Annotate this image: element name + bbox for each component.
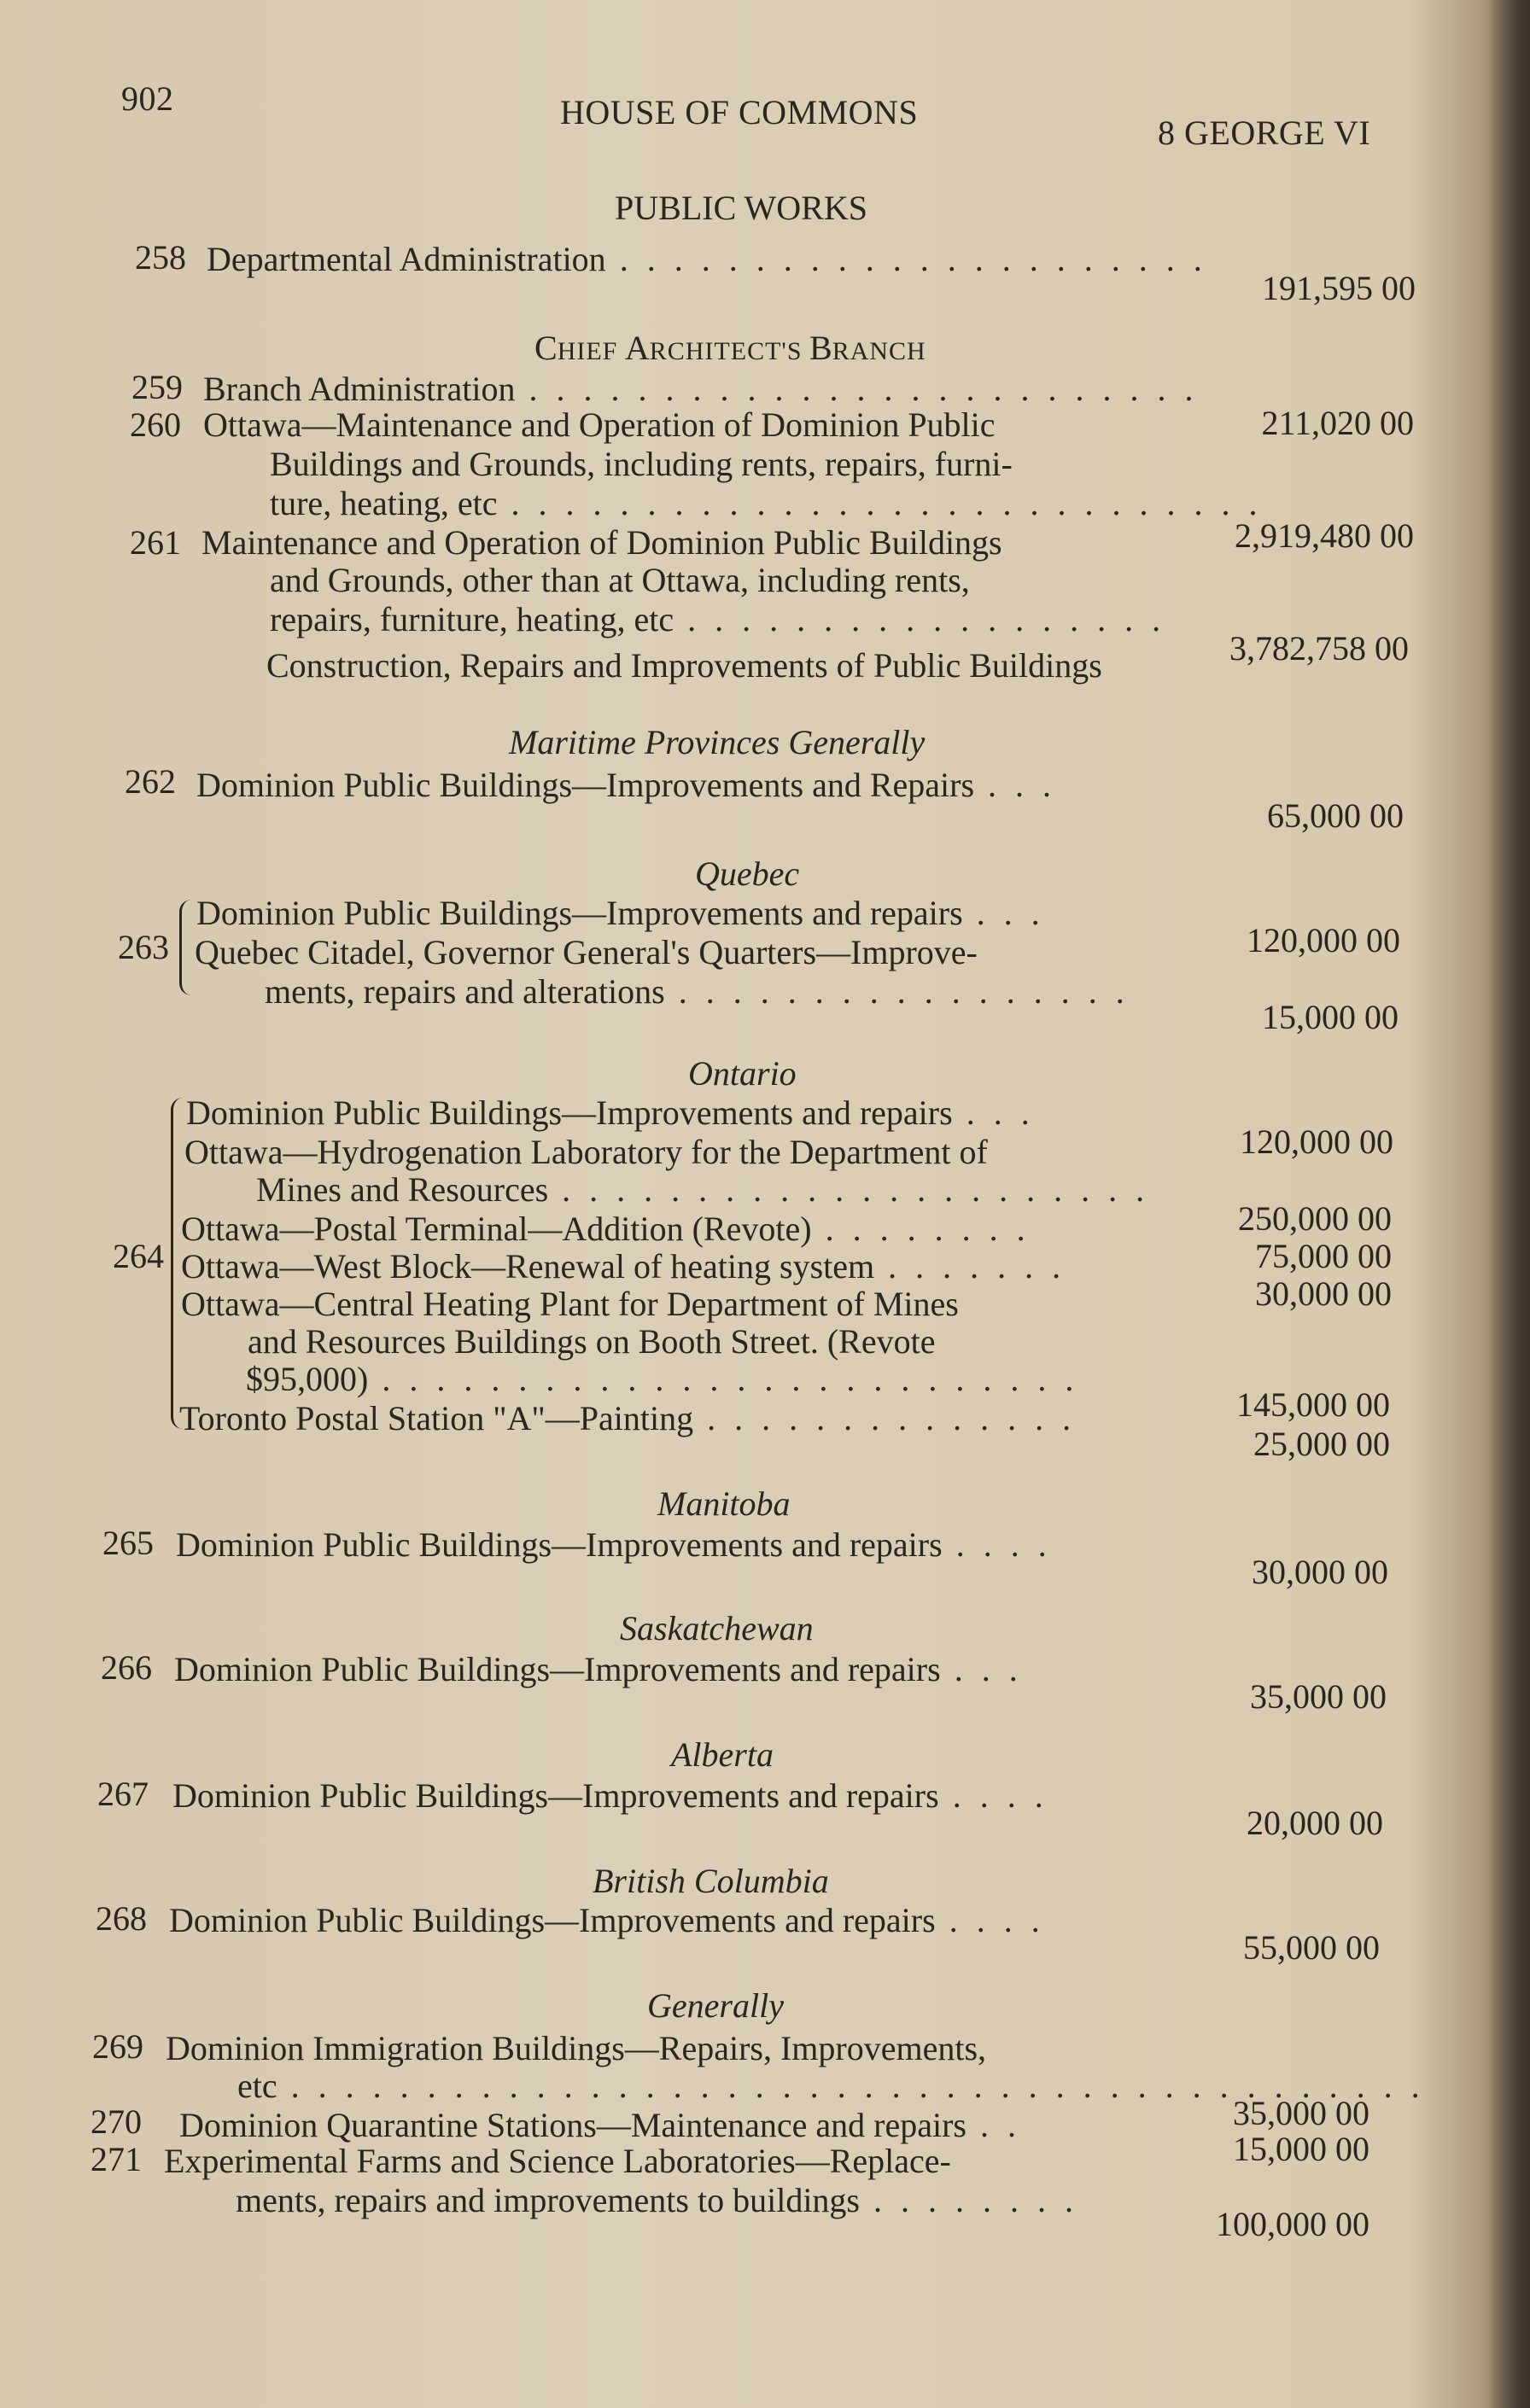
item-amount: 3,782,758 00	[1229, 629, 1409, 668]
item-amount: 15,000 00	[1233, 2130, 1369, 2168]
item-description: Dominion Public Buildings—Improvements and repairs . . . .	[172, 1776, 1048, 1815]
item-description-line: etc . . . . . . . . . . . . . . . . . . . . . . . . . . . . . . . . . . . . . . . . . .	[237, 2067, 1425, 2105]
construction-heading: Construction, Repairs and Improvements of Public Buildings	[266, 646, 1102, 685]
item-description-line: ments, repairs and alterations . . . . . . . . . . . . . . . . .	[265, 972, 1130, 1011]
section-title: PUBLIC WORKS	[615, 189, 867, 227]
region-heading: Alberta	[671, 1735, 774, 1774]
item-amount: 30,000 00	[1255, 1274, 1392, 1313]
item-description-line: Ottawa—Hydrogenation Laboratory for the Department of	[184, 1133, 988, 1171]
item-description-line: ments, repairs and improvements to buildings . . . . . . . .	[236, 2181, 1078, 2219]
item-description-line: ture, heating, etc . . . . . . . . . . . . . . . . . . . . . . . . . . . .	[270, 484, 1263, 522]
item-description-line: repairs, furniture, heating, etc . . . . . . . . . . . . . . . . . .	[270, 600, 1166, 638]
item-number: 268	[96, 1899, 147, 1938]
item-number: 269	[92, 2027, 143, 2066]
item-amount: 120,000 00	[1240, 1122, 1393, 1161]
region-heading: Maritime Provinces Generally	[509, 723, 926, 761]
item-amount: 25,000 00	[1253, 1425, 1390, 1463]
item-description-line: and Resources Buildings on Booth Street. (Revote	[248, 1322, 936, 1361]
branch-heading: CHIEF ARCHITECT'S BRANCH	[534, 329, 926, 367]
item-number: 263	[118, 928, 169, 966]
item-number: 266	[101, 1648, 152, 1687]
item-number: 267	[97, 1775, 149, 1813]
item-description-line: Buildings and Grounds, including rents, repairs, furni-	[270, 445, 1013, 483]
item-description-line: Mines and Resources . . . . . . . . . . . . . . . . . . . . . .	[256, 1170, 1150, 1209]
item-amount: 55,000 00	[1243, 1928, 1380, 1967]
item-amount: 120,000 00	[1247, 921, 1400, 959]
item-number: 271	[91, 2140, 142, 2178]
item-description: Branch Administration . . . . . . . . . . . . . . . . . . . . . . . . .	[203, 370, 1199, 408]
region-heading: Saskatchewan	[620, 1609, 814, 1647]
page-edge-shadow	[1489, 0, 1530, 2408]
item-amount: 191,595 00	[1262, 269, 1416, 307]
running-title: HOUSE OF COMMONS	[560, 93, 919, 131]
item-amount: 30,000 00	[1252, 1553, 1388, 1591]
item-description: Dominion Public Buildings—Improvements and repairs . . . .	[176, 1525, 1052, 1564]
item-number: 261	[130, 523, 181, 562]
item-amount: 15,000 00	[1262, 998, 1399, 1036]
item-description: Dominion Public Buildings—Improvements and repairs . . . .	[169, 1901, 1045, 1939]
item-number: 270	[91, 2102, 142, 2141]
region-heading: British Columbia	[593, 1862, 829, 1900]
item-number: 260	[130, 405, 181, 444]
item-description-line: and Grounds, other than at Ottawa, including rents,	[270, 561, 970, 599]
item-description-line: Maintenance and Operation of Dominion Public Buildings	[201, 523, 1002, 562]
reign-label: 8 GEORGE VI	[1158, 114, 1371, 152]
item-amount: 2,919,480 00	[1235, 516, 1414, 555]
item-number: 265	[102, 1524, 154, 1562]
item-amount: 75,000 00	[1255, 1237, 1392, 1275]
item-description-line: Dominion Public Buildings—Improvements and repairs . . .	[196, 894, 1045, 932]
item-description: Dominion Public Buildings—Improvements and Repairs . . .	[196, 766, 1057, 804]
region-heading: Manitoba	[657, 1484, 791, 1523]
item-amount: 20,000 00	[1247, 1804, 1383, 1842]
item-description-line: Experimental Farms and Science Laboratories—Replace-	[164, 2142, 951, 2180]
item-description: Dominion Public Buildings—Improvements and repairs . . .	[174, 1650, 1023, 1688]
region-heading: Ontario	[688, 1054, 797, 1093]
item-number: 259	[131, 368, 183, 406]
region-heading: Generally	[647, 1986, 784, 2025]
item-description-line: Quebec Citadel, Governor General's Quarters—Improve-	[195, 933, 978, 971]
item-amount: 100,000 00	[1216, 2205, 1369, 2243]
item-description-line: Dominion Immigration Buildings—Repairs, Improvements,	[166, 2029, 987, 2067]
item-description-line: Toronto Postal Station "A"—Painting . . . . . . . . . . . . . .	[179, 1399, 1077, 1437]
item-amount: 145,000 00	[1236, 1385, 1390, 1424]
item-amount: 65,000 00	[1267, 796, 1404, 835]
region-heading: Quebec	[695, 854, 800, 893]
item-number: 262	[125, 762, 176, 801]
item-description: Dominion Quarantine Stations—Maintenance and repairs . .	[179, 2106, 1021, 2144]
item-number: 258	[135, 238, 186, 277]
item-description-line: Ottawa—Postal Terminal—Addition (Revote) . . . . . . . .	[181, 1210, 1031, 1248]
item-description-line: Ottawa—Maintenance and Operation of Dominion Public	[203, 405, 996, 444]
item-amount: 250,000 00	[1238, 1199, 1392, 1238]
item-amount: 35,000 00	[1250, 1677, 1387, 1716]
brace	[179, 900, 196, 995]
item-description-line: $95,000) . . . . . . . . . . . . . . . . . . . . . . . . . .	[246, 1360, 1079, 1398]
item-description: Departmental Administration . . . . . . . . . . . . . . . . . . . . . .	[207, 240, 1207, 278]
item-amount: 35,000 00	[1233, 2094, 1369, 2132]
page-number: 902	[121, 79, 174, 118]
item-description-line: Ottawa—Central Heating Plant for Department of Mines	[181, 1285, 959, 1323]
item-description-line: Ottawa—West Block—Renewal of heating system . . . . . . .	[181, 1247, 1066, 1286]
item-number: 264	[113, 1237, 164, 1275]
item-description-line: Dominion Public Buildings—Improvements and repairs . . .	[186, 1093, 1035, 1132]
item-amount: 211,020 00	[1261, 404, 1414, 442]
